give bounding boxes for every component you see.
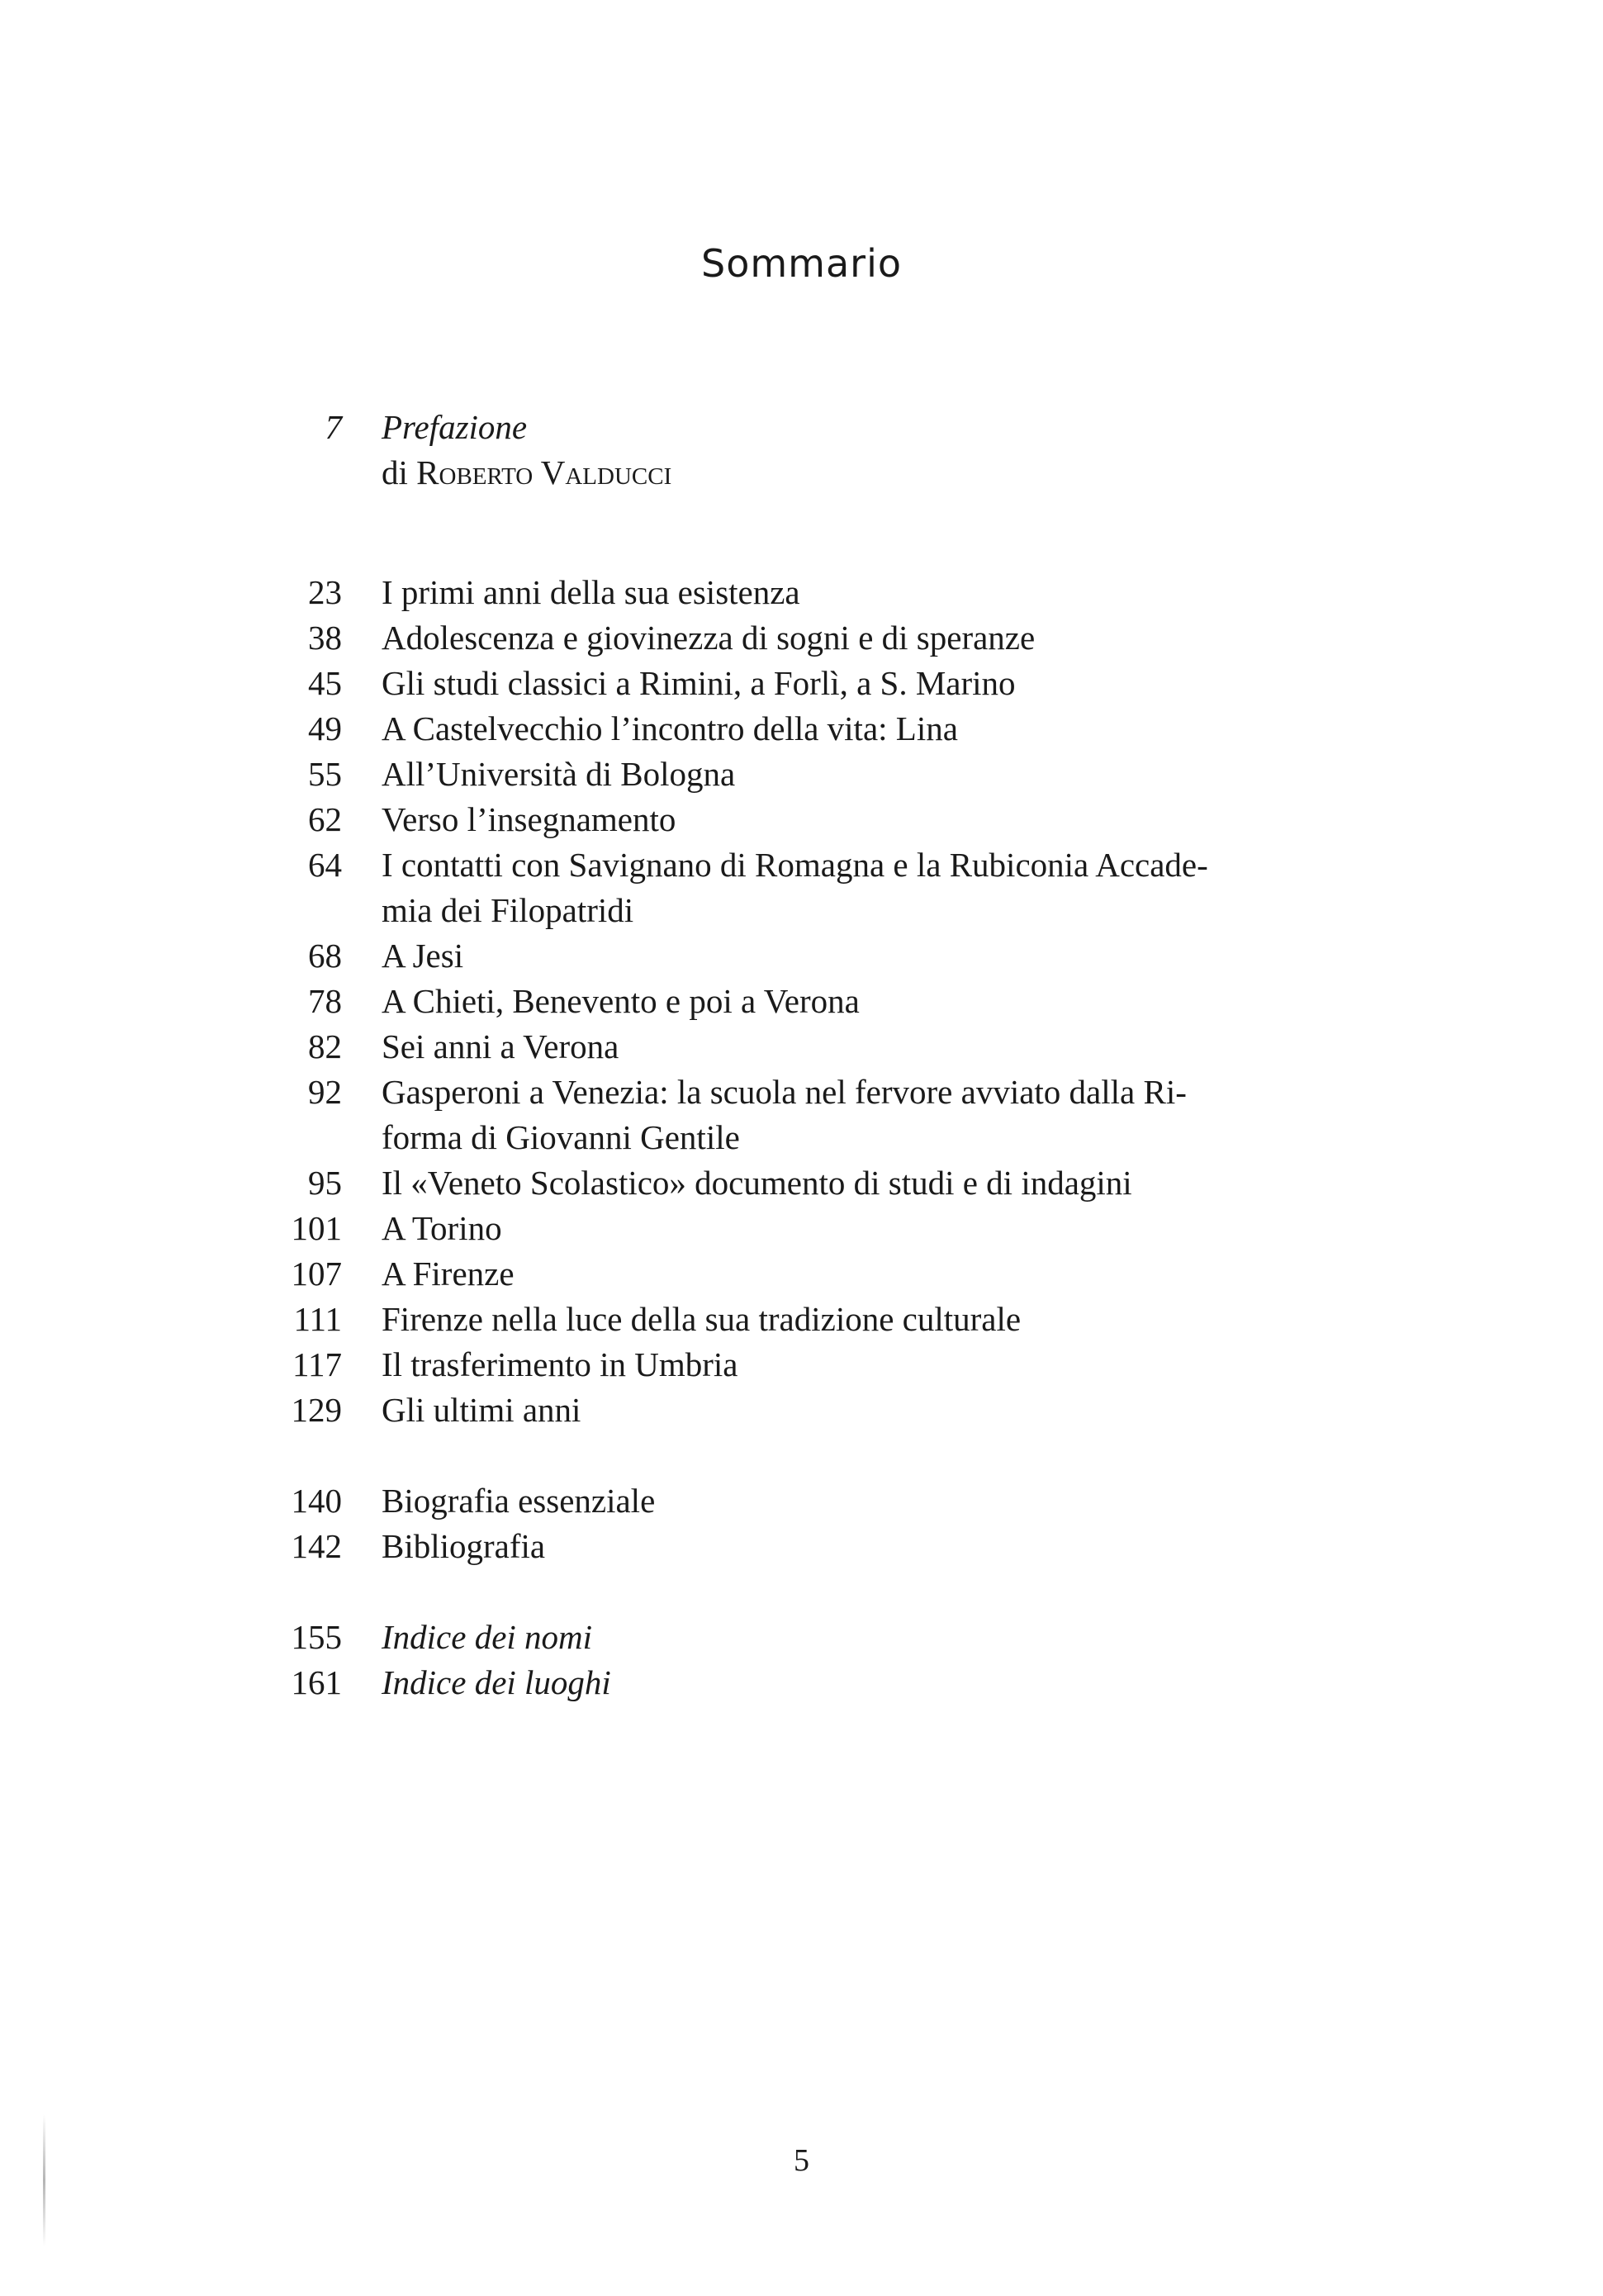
toc-entry — [0, 706, 1603, 752]
toc-page-number: 142 — [291, 1527, 342, 1565]
toc-entry-line: mia dei Filopatridi — [382, 891, 634, 929]
toc-entry-title — [382, 797, 1340, 842]
toc-entry-title — [382, 1478, 1340, 1524]
toc-entry — [0, 1660, 1603, 1705]
toc-entry — [0, 842, 1603, 933]
preface-author-prefix: di — [382, 453, 408, 491]
toc-page-number: 68 — [308, 937, 342, 975]
toc-page-number: 107 — [291, 1255, 342, 1293]
toc-page-number: 7 — [325, 408, 342, 446]
toc-page-number: 64 — [308, 846, 342, 884]
toc-entry-line: Bibliografia — [382, 1527, 546, 1565]
toc-entry-line: A Chieti, Benevento e poi a Verona — [382, 982, 860, 1020]
toc-entry-line: Indice dei luoghi — [382, 1663, 611, 1701]
toc-entry — [0, 797, 1603, 842]
toc-entry — [0, 1388, 1603, 1433]
toc-page-number: 38 — [308, 619, 342, 657]
toc-entry-line: Il trasferimento in Umbria — [382, 1345, 738, 1383]
toc-entry — [0, 1024, 1603, 1070]
toc-page-number: 117 — [292, 1345, 342, 1383]
preface-title: Prefazione — [382, 408, 528, 446]
toc-page-number: 49 — [308, 709, 342, 747]
toc-entry-title — [382, 1342, 1340, 1388]
toc-entry-line: Firenze nella luce della sua tradizione culturale — [382, 1300, 1022, 1338]
page-number: 5 — [794, 2143, 809, 2178]
toc-page-number: 155 — [291, 1618, 342, 1656]
toc-page-number: 78 — [308, 982, 342, 1020]
toc-entry-title — [382, 570, 1340, 615]
toc-page-number: 95 — [308, 1164, 342, 1202]
toc-entry — [0, 570, 1603, 615]
toc-entry-line: A Jesi — [382, 937, 464, 975]
toc-entry-title — [382, 1297, 1340, 1342]
toc-page-number: 129 — [291, 1391, 342, 1429]
toc-entry-title — [382, 661, 1340, 706]
toc-entry-line: Indice dei nomi — [382, 1618, 593, 1656]
toc-entry-line: forma di Giovanni Gentile — [382, 1118, 740, 1156]
preface-author: Roberto Valducci — [416, 453, 672, 491]
toc-entry-line: Biografia essenziale — [382, 1482, 656, 1520]
toc-entry-line: A Castelvecchio l’incontro della vita: Lina — [382, 709, 958, 747]
toc-entry-title — [382, 405, 1340, 496]
toc-entry-title — [382, 1251, 1340, 1297]
toc-entry-title — [382, 1024, 1340, 1070]
toc-entry-title — [382, 979, 1340, 1024]
toc-entry-line: Adolescenza e giovinezza di sogni e di speranze — [382, 619, 1036, 657]
preface-author-line — [382, 450, 1340, 496]
toc-entry — [0, 1615, 1603, 1660]
toc-entry — [0, 1206, 1603, 1251]
toc-entry-title — [382, 706, 1340, 752]
toc-entry-title — [382, 752, 1340, 797]
toc-page-number: 55 — [308, 755, 342, 793]
toc-entry — [0, 1070, 1603, 1160]
toc-entry-line: All’Università di Bologna — [382, 755, 736, 793]
scan-edge-artifact — [43, 2114, 45, 2246]
toc-page-number: 23 — [308, 573, 342, 611]
toc-entry — [0, 661, 1603, 706]
toc-page-number: 161 — [291, 1663, 342, 1701]
toc-entry — [0, 1478, 1603, 1524]
toc-entry-line: Il «Veneto Scolastico» documento di studi e di indagini — [382, 1164, 1132, 1202]
toc-page-number: 82 — [308, 1027, 342, 1065]
toc-entry-title — [382, 615, 1340, 661]
toc-entry-line: I primi anni della sua esistenza — [382, 573, 800, 611]
toc-entry — [0, 752, 1603, 797]
page-title: Sommario — [701, 241, 902, 286]
toc-page-number: 92 — [308, 1073, 342, 1111]
toc-entry-line: Gasperoni a Venezia: la scuola nel fervore avviato dalla Ri- — [382, 1073, 1187, 1111]
toc-entry-title — [382, 1070, 1340, 1160]
toc-page-number: 45 — [308, 664, 342, 702]
toc-entry — [0, 1160, 1603, 1206]
toc-entry-line: Sei anni a Verona — [382, 1027, 619, 1065]
toc-entry — [0, 933, 1603, 979]
toc-entry — [0, 1524, 1603, 1569]
toc-entry-title — [382, 1160, 1340, 1206]
toc-entry — [0, 1251, 1603, 1297]
toc-entry-title — [382, 1660, 1340, 1705]
toc-entry-title — [382, 933, 1340, 979]
toc-entry-title — [382, 1388, 1340, 1433]
toc-entry — [0, 1342, 1603, 1388]
toc-entry-line: Gli ultimi anni — [382, 1391, 581, 1429]
toc-entry-line: I contatti con Savignano di Romagna e la Rubiconia Accade- — [382, 846, 1208, 884]
toc-entry — [0, 615, 1603, 661]
toc-entry-title — [382, 842, 1340, 933]
toc-entry-title — [382, 1524, 1340, 1569]
toc-entry-line: A Torino — [382, 1209, 502, 1247]
toc-page-number: 101 — [291, 1209, 342, 1247]
toc-entry-line: Gli studi classici a Rimini, a Forlì, a S. Marino — [382, 664, 1016, 702]
toc-page-number: 140 — [291, 1482, 342, 1520]
toc-entry-line: Verso l’insegnamento — [382, 800, 676, 838]
toc-entry-title — [382, 1615, 1340, 1660]
toc-entry-line: A Firenze — [382, 1255, 515, 1293]
toc-entry — [0, 1297, 1603, 1342]
toc-entry — [0, 979, 1603, 1024]
toc-page-number: 62 — [308, 800, 342, 838]
toc-entry-title — [382, 1206, 1340, 1251]
toc-page-number: 111 — [293, 1300, 342, 1338]
